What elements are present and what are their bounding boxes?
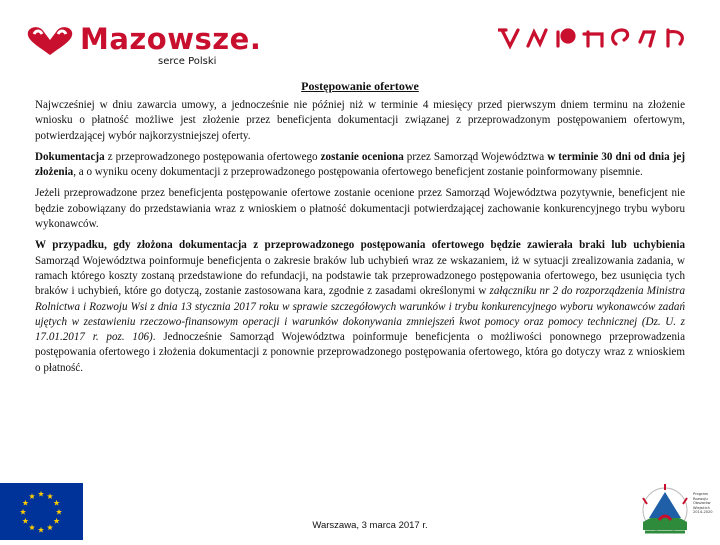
eu-star: [22, 500, 28, 506]
eu-star: [47, 493, 53, 499]
eu-star: [29, 493, 35, 499]
heart-icon: [24, 26, 76, 56]
eu-star: [54, 500, 60, 506]
p2-bold-2: zostanie oceniona: [320, 150, 404, 163]
region-glyph-logo: [498, 22, 698, 52]
eu-star: [38, 491, 44, 497]
p4-bold-1: W przypadku, gdy złożona dokumentacja z przeprowadzonego postępowania ofertowego będzie zawierała braki lub uchybienia: [35, 239, 685, 252]
p2-text-1: z przeprowadzonego postępowania ofertowego: [104, 150, 321, 163]
brand-tagline: serce Polski: [158, 56, 217, 67]
prow-caption: Program Rozwoju Obszarów Wiejskich 2014-2020: [693, 492, 713, 515]
paragraph-3: Jeżeli przeprowadzone przez beneficjenta postępowanie ofertowe zostanie ocenione przez Samorząd Województwa pozytywnie, beneficjent nie będzie zobowiązany do przedstawiania wraz z wnioskiem o płatność dokumentacji potwierdzającej zachowanie konkurencyjnego trybu wyboru wykonawców.: [35, 187, 685, 231]
brand-name: Mazowsze.: [80, 22, 262, 56]
p4-italic-1: załączniku nr 2 do rozporządzenia Ministra Rolnictwa i Rozwoju Wsi z dnia 13 stycznia 2017 roku w sprawie szczegółowych warunków i trybu konkurencyjnego wyboru wykonawców zadań ujętych w zestawieniu rzeczowo-finansowym operacji i warunków dokonywania zmniejszeń kwot pomocy oraz pomocy technicznej (Dz. U. z 17.01.2017 r. poz. 106): [35, 285, 685, 344]
document-title: Postępowanie ofertowe: [301, 79, 419, 93]
document-body: [35, 98, 685, 382]
paragraph-4: [35, 238, 685, 376]
p2-bold-1: Dokumentacja: [35, 150, 105, 163]
paragraph-1: Najwcześniej w dniu zawarcia umowy, a jednocześnie nie później niż w terminie 4 miesięcy przed pierwszym dniem terminu na złożenie wniosku o płatność możliwe jest złożenie przez beneficjenta dokumentacji związanej z przeprowadzonym postępowaniem ofertowym, potwierdzającej wybór najkorzystniejszej oferty.: [35, 99, 685, 142]
p2-text-3: , a o wyniku oceny dokumentacji z przeprowadzonego postępowania ofertowego beneficjent zostanie poinformowany pisemnie.: [73, 166, 643, 179]
paragraph-2: [35, 150, 685, 181]
p2-text-2: przez Samorząd Województwa: [403, 150, 548, 163]
eu-flag-logo: [0, 483, 83, 540]
p4-text-1: Samorząd Województwa poinformuje beneficjenta o zakresie braków lub uchybień wraz ze wskazaniem, iż w sytuacji zrealizowania zadania, w ramach którego koszty zostaną przedstawione do refundacji, na podstawie tak przeprowadzonego postępowania ofertowego, bez usunięcia tych braków i uchybień, które go dotyczą, zostanie zastosowana kara, zgodnie z zasadami określonymi w: [35, 254, 685, 298]
eu-stars-icon: [0, 483, 83, 540]
eu-star: [20, 509, 26, 515]
eu-star: [56, 509, 62, 515]
p2-bold-3: w terminie 30 dni od dnia jej złożenia: [35, 150, 686, 179]
place-date: Warszawa, 3 marca 2017 r.: [312, 520, 428, 531]
p4-text-2: . Jednocześnie Samorząd Województwa poinformuje beneficjenta o możliwości ponownego przeprowadzenia postępowania ofertowego i złożenia dokumentacji z ponownie przeprowadzonego postępowania ofertowego, która go dotyczy wraz z wnioskiem o płatność.: [35, 331, 686, 374]
mazowsze-logo: [24, 22, 262, 70]
